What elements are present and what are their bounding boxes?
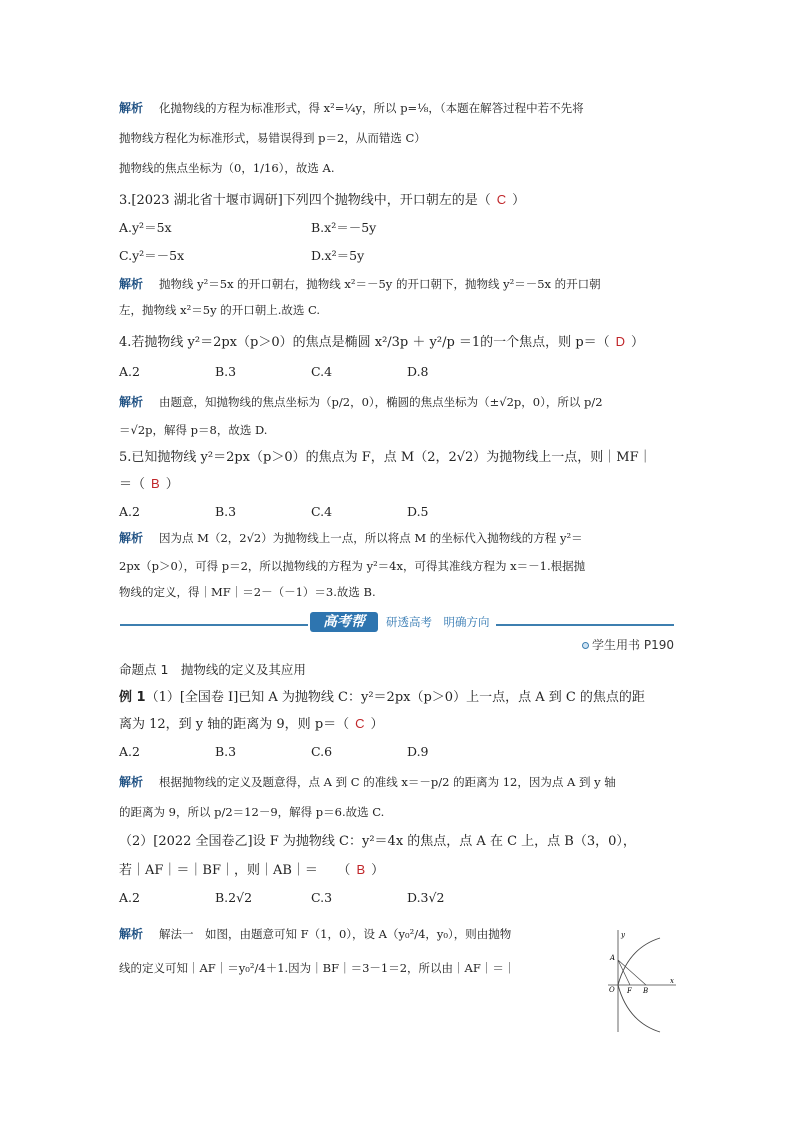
question-5: 5.已知抛物线 y²＝2px（p＞0）的焦点为 F，点 M（2，2√2）为抛物线上一点，则｜MF｜: [119, 450, 652, 465]
topic-heading: 命题点 1 抛物线的定义及其应用: [119, 662, 306, 677]
solution-line: 解析 解法一 如图，由题意可知 F（1，0），设 A（y₀²/4，y₀），则由抛物: [119, 927, 512, 941]
solution-label: 解析: [119, 775, 144, 789]
solution-line: 解析 由题意，知抛物线的焦点坐标为（p/2，0），椭圆的焦点坐标为（±√2p，0），所以 p/2: [119, 395, 603, 409]
segment-af: [618, 960, 630, 985]
solution-label: 解析: [119, 277, 144, 291]
option: B.3: [215, 744, 237, 759]
label-o: O: [609, 986, 615, 994]
solution-label: 解析: [119, 395, 144, 409]
question-3: 3.[2023 湖北省十堰市调研]下列四个抛物线中，开口朝左的是（ C ）: [119, 192, 526, 208]
option: C.y²＝－5x: [119, 248, 185, 263]
solution-line: 物线的定义，得｜MF｜＝2－（－1）＝3.故选 B.: [119, 585, 376, 599]
example-1-cont: 离为 12，到 y 轴的距离为 9，则 p＝（ C ）: [119, 716, 384, 732]
label-a: A: [610, 954, 616, 962]
answer-mark: C: [496, 192, 507, 207]
option: A.2: [119, 890, 140, 905]
example-1: 例 1（1）[全国卷 I]已知 A 为抛物线 C：y²＝2px（p＞0）上一点，点 A 到 C 的焦点的距: [119, 690, 645, 705]
solution-line: 抛物线方程化为标准形式，易错误得到 p＝2，从而错选 C）: [119, 131, 426, 145]
solution-line: 解析 根据抛物线的定义及题意得，点 A 到 C 的准线 x＝－p/2 的距离为 12，因为点 A 到 y 轴: [119, 775, 616, 789]
solution-label: 解析: [119, 101, 144, 115]
option: D.9: [407, 744, 429, 759]
option: D.5: [407, 504, 429, 519]
solution-line: 左，抛物线 x²＝5y 的开口朝上.故选 C.: [119, 303, 321, 317]
book-reference: 学生用书 P190: [582, 636, 674, 653]
solution-line: 线的定义可知｜AF｜＝y₀²/4＋1.因为｜BF｜＝3－1＝2，所以由｜AF｜＝｜: [119, 961, 516, 975]
option: D.8: [407, 364, 429, 379]
option: C.4: [311, 504, 333, 519]
option: B.3: [215, 364, 237, 379]
solution-line: 解析 抛物线 y²＝5x 的开口朝右，抛物线 x²＝－5y 的开口朝下，抛物线 y²＝－5x 的开口朝: [119, 277, 601, 291]
bullet-icon: [582, 642, 589, 649]
header-rule-right: [496, 624, 674, 626]
option: A.2: [119, 504, 140, 519]
option: B.x²＝－5y: [311, 220, 377, 235]
solution-line: 的距离为 9，所以 p/2＝12－9，解得 p＝6.故选 C.: [119, 805, 385, 819]
option: C.4: [311, 364, 333, 379]
answer-mark: B: [356, 862, 366, 877]
question-5-answer: ＝（ B ）: [119, 476, 179, 492]
parabola-figure: [588, 928, 678, 1034]
option: A.y²＝5x: [119, 220, 172, 235]
header-rule-left: [120, 624, 308, 626]
label-y: y: [621, 931, 625, 939]
solution-line: 抛物线的焦点坐标为（0，1/16），故选 A.: [119, 161, 335, 175]
option: C.6: [311, 744, 333, 759]
option: D.x²＝5y: [311, 248, 365, 263]
answer-mark: B: [151, 476, 160, 491]
solution-line: 2px（p＞0），可得 p＝2，所以抛物线的方程为 y²＝4x，可得其准线方程为 x＝－1.根据抛: [119, 559, 586, 573]
option: B.3: [215, 504, 237, 519]
answer-mark: C: [355, 716, 365, 731]
option: D.3√2: [407, 890, 445, 905]
answer-mark: D: [615, 334, 626, 349]
option: A.2: [119, 364, 140, 379]
solution-line: 解析 因为点 M（2，2√2）为抛物线上一点，所以将点 M 的坐标代入抛物线的方程 y²＝: [119, 531, 583, 545]
example-2-cont: 若｜AF｜＝｜BF｜，则｜AB｜＝ （ B ）: [119, 862, 385, 878]
label-b: B: [643, 987, 649, 995]
section-title: 高考帮: [310, 612, 378, 632]
label-x: x: [670, 977, 674, 985]
example-2: （2）[2022 全国卷乙]设 F 为抛物线 C：y²＝4x 的焦点，点 A 在 C 上，点 B（3，0），: [119, 834, 636, 849]
section-subtitle: 研透高考 明确方向: [386, 615, 490, 629]
question-4: 4.若抛物线 y²＝2px（p＞0）的焦点是椭圆 x²/3p ＋ y²/p ＝1的一个焦点，则 p＝（ D ）: [119, 334, 645, 350]
solution-line: ＝√2p，解得 p＝8，故选 D.: [119, 423, 268, 437]
solution-label: 解析: [119, 531, 144, 545]
solution-label: 解析: [119, 927, 144, 941]
label-f: F: [627, 987, 632, 995]
solution-line: 解析 化抛物线的方程为标准形式，得 x²=¼y，所以 p=⅛，（本题在解答过程中若不先将: [119, 101, 584, 115]
option: C.3: [311, 890, 333, 905]
option: A.2: [119, 744, 140, 759]
option: B.2√2: [215, 890, 253, 905]
